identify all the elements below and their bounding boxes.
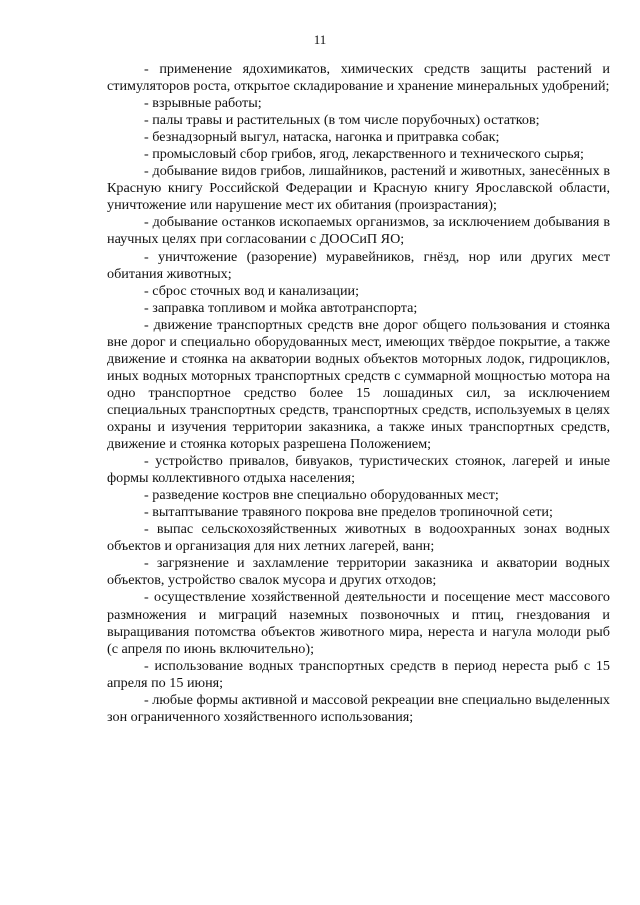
list-item: - осуществление хозяйственной деятельности и посещение мест массового размножения и миграций наземных позвоночных и птиц, гнездования и выращивания потомства объектов животного мира, нереста и нагула молоди рыб (с апреля по июнь включительно); [107, 589, 610, 657]
list-item: - движение транспортных средств вне дорог общего пользования и стоянка вне дорог и специально оборудованных мест, имеющих твёрдое покрытие, а также движение и стоянка на акватории водных объектов моторных лодок, гидроциклов, иных водных моторных транспортных средств с суммарной мощностью мотора на одно транспортное средство более 15 лошадиных сил, за исключением специальных транспортных средств, транспортных средств, используемых в целях охраны и изучения территории заказника, а также иных транспортных средств, движение и стоянка которых разрешена Положением; [107, 316, 610, 453]
prohibitions-list [107, 61, 610, 726]
list-item: - безнадзорный выгул, натаска, нагонка и притравка собак; [144, 129, 500, 146]
page-number: 11 [313, 32, 327, 47]
list-item: - любые формы активной и массовой рекреации вне специально выделенных зон ограниченного хозяйственного использования; [107, 691, 610, 725]
list-item: - взрывные работы; [144, 95, 262, 112]
list-item: - промысловый сбор грибов, ягод, лекарственного и технического сырья; [144, 146, 584, 163]
list-item: - использование водных транспортных средств в период нереста рыб с 15 апреля по 15 июня; [107, 657, 610, 691]
list-item: - вытаптывание травяного покрова вне пределов тропиночной сети; [144, 504, 553, 521]
list-item: - устройство привалов, бивуаков, туристических стоянок, лагерей и иные формы коллективного отдыха населения; [107, 453, 610, 487]
list-item: - палы травы и растительных (в том числе порубочных) остатков; [144, 112, 540, 129]
list-item: - заправка топливом и мойка автотранспорта; [144, 299, 418, 316]
list-item: - применение ядохимикатов, химических средств защиты растений и стимуляторов роста, открытое складирование и хранение минеральных удобрений; [107, 61, 610, 95]
list-item: - выпас сельскохозяйственных животных в водоохранных зонах водных объектов и организация для них летних лагерей, ванн; [107, 521, 610, 555]
list-item: - загрязнение и захламление территории заказника и акватории водных объектов, устройство свалок мусора и других отходов; [107, 555, 610, 589]
list-item: - уничтожение (разорение) муравейников, гнёзд, нор или других мест обитания животных; [107, 248, 610, 282]
list-item: - добывание останков ископаемых организмов, за исключением добывания в научных целях при согласовании с ДООСиП ЯО; [107, 214, 610, 248]
list-item: - разведение костров вне специально оборудованных мест; [144, 487, 499, 504]
list-item: - добывание видов грибов, лишайников, растений и животных, занесённых в Красную книгу Российской Федерации и Красную книгу Ярославской области, уничтожение или нарушение мест их обитания (произрастания); [107, 163, 610, 214]
list-item: - сброс сточных вод и канализации; [144, 282, 360, 299]
